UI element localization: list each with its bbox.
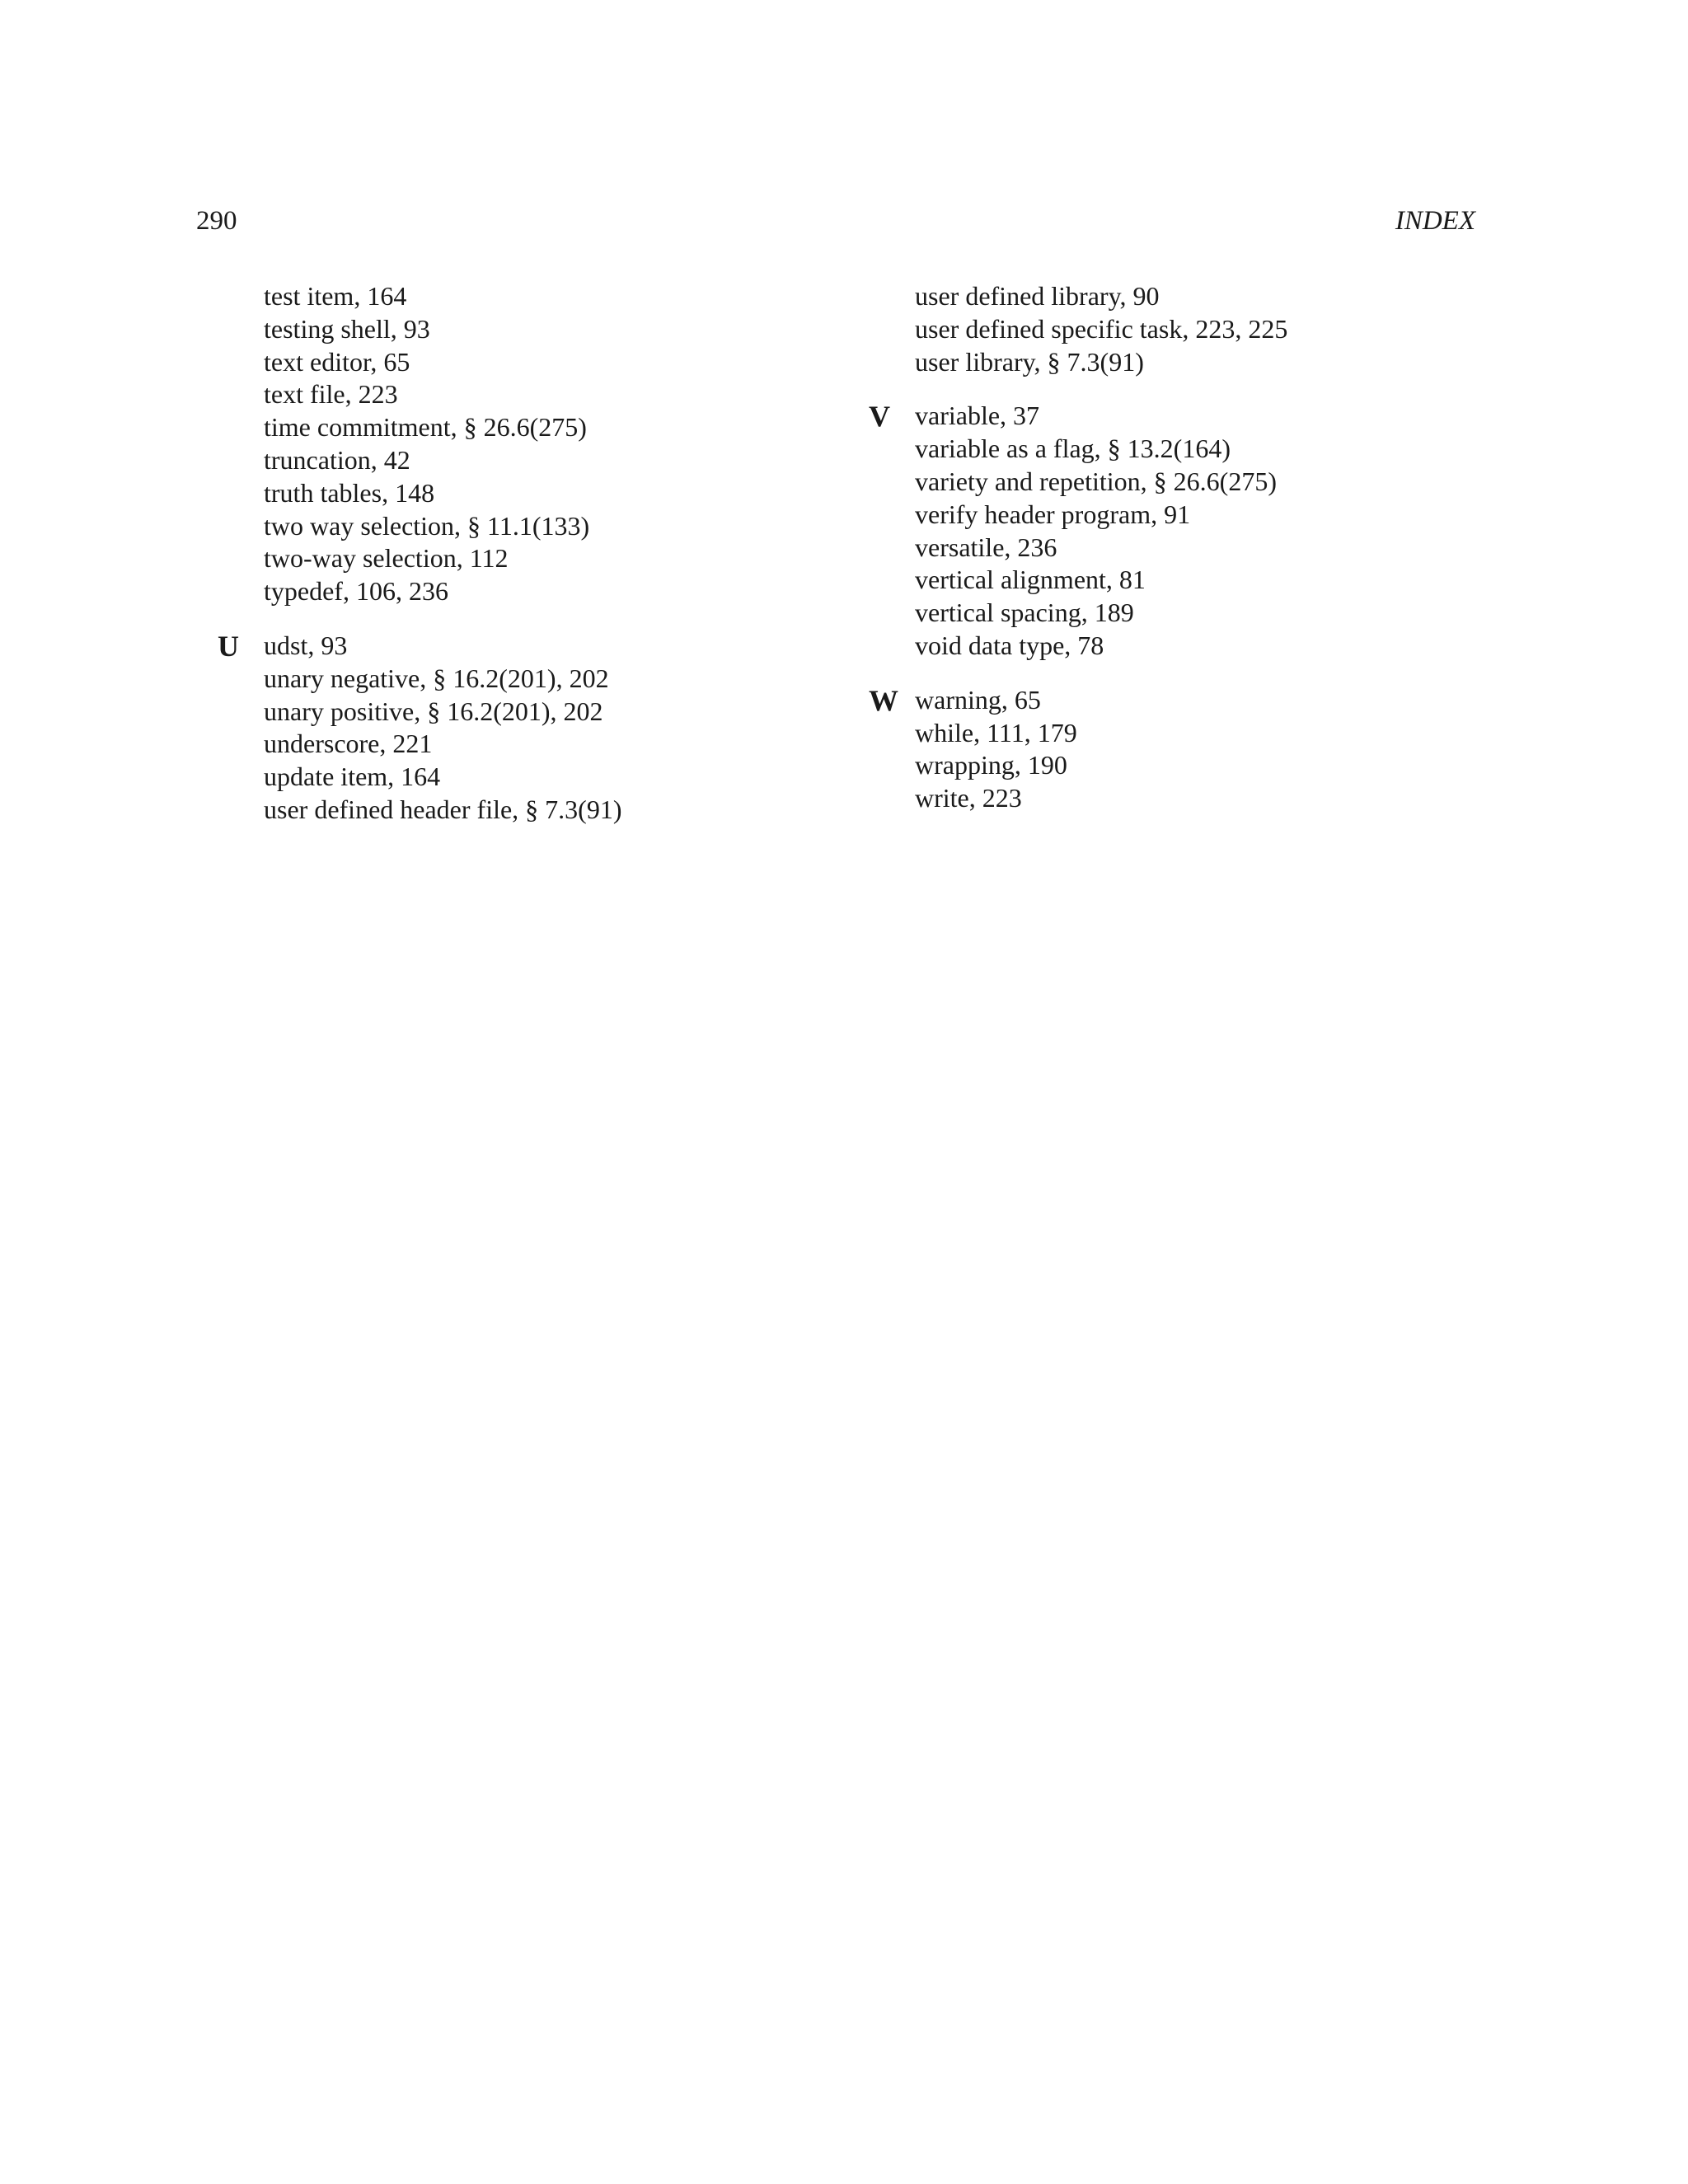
- index-entry: time commitment, § 26.6(275): [264, 412, 587, 443]
- index-entry: typedef, 106, 236: [264, 576, 448, 607]
- index-entry: unary negative, § 16.2(201), 202: [264, 663, 609, 693]
- index-entry: wrapping, 190: [915, 750, 1067, 780]
- index-entry: truncation, 42: [264, 444, 410, 475]
- index-group-w: [869, 683, 1287, 815]
- index-entry: void data type, 78: [915, 630, 1104, 660]
- index-group-v: [869, 400, 1287, 662]
- index-entry: two way selection, § 11.1(133): [264, 510, 590, 541]
- index-entry: text file, 223: [264, 379, 398, 410]
- index-entry: vertical alignment, 81: [915, 565, 1146, 595]
- index-entry: two-way selection, 112: [264, 543, 509, 574]
- running-head: INDEX: [1395, 206, 1475, 236]
- index-entry: user defined library, 90: [915, 281, 1160, 311]
- index-group-u: [218, 629, 622, 827]
- index-entry: verify header program, 91: [915, 499, 1191, 529]
- index-column-right: [869, 280, 1288, 815]
- index-letter-heading: V: [869, 400, 890, 434]
- index-entry: while, 111, 179: [915, 717, 1077, 748]
- index-entry: testing shell, 93: [264, 313, 430, 344]
- index-entry: text editor, 65: [264, 346, 410, 377]
- index-entry: variety and repetition, § 26.6(275): [915, 466, 1277, 496]
- index-entry: user defined specific task, 223, 225: [915, 313, 1288, 344]
- page-number: 290: [196, 206, 237, 236]
- index-entry: unary positive, § 16.2(201), 202: [264, 696, 603, 726]
- index-column-left: [218, 280, 622, 827]
- index-entry: vertical spacing, 189: [915, 598, 1134, 628]
- index-group-t-continued: [264, 280, 621, 608]
- index-entry: udst, 93: [264, 630, 348, 660]
- index-entry: underscore, 221: [264, 729, 433, 759]
- index-group-u-continued: [915, 280, 1287, 378]
- index-entry: user library, § 7.3(91): [915, 346, 1144, 377]
- index-entry: warning, 65: [915, 684, 1041, 715]
- index-letter-heading: U: [218, 629, 239, 663]
- index-entry: test item, 164: [264, 281, 407, 311]
- index-entry: update item, 164: [264, 762, 441, 792]
- index-entry: versatile, 236: [915, 532, 1057, 562]
- index-entry: variable, 37: [915, 401, 1040, 431]
- index-entry: write, 223: [915, 783, 1022, 813]
- index-letter-heading: W: [869, 683, 898, 717]
- index-entry: user defined header file, § 7.3(91): [264, 794, 622, 824]
- index-entry: truth tables, 148: [264, 477, 435, 508]
- index-entry: variable as a flag, § 13.2(164): [915, 434, 1231, 464]
